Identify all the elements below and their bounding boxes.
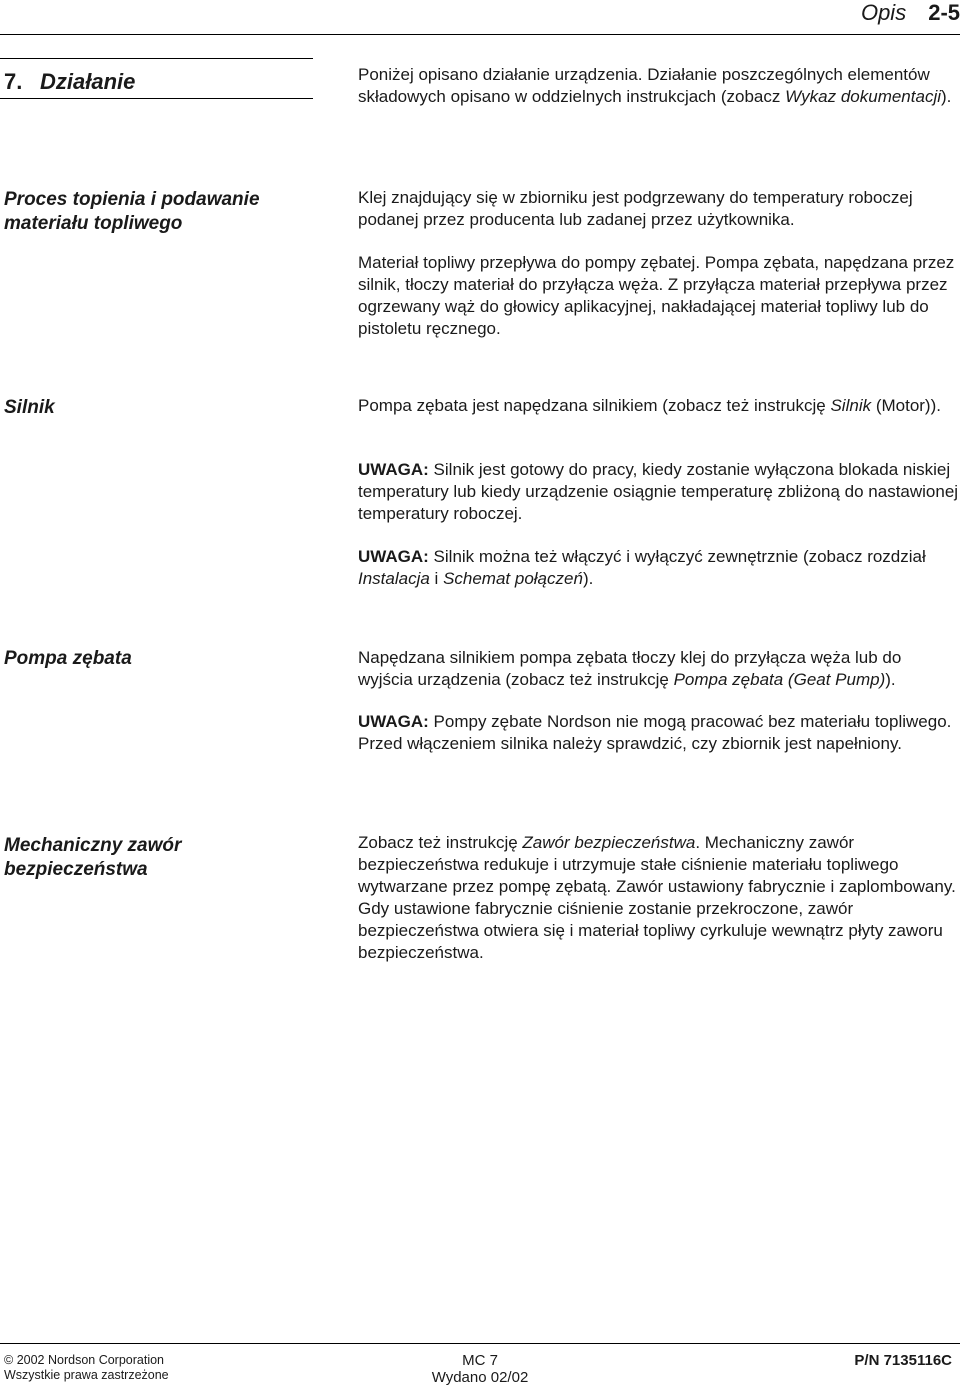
- silnik-text: Pompa zębata jest napędzana silnikiem (zobacz też instrukcję: [358, 396, 831, 415]
- note-label: UWAGA:: [358, 712, 429, 731]
- zawor-paragraph-1: [358, 832, 960, 964]
- note-label: UWAGA:: [358, 460, 429, 479]
- pompa-note: [358, 711, 960, 755]
- footer-copyright: [4, 1352, 164, 1368]
- pompa-paragraph-1: [358, 647, 960, 691]
- footer-issued: Wydano 02/02: [431, 1369, 529, 1386]
- section-title-pompa: Pompa zębata: [4, 648, 132, 669]
- section-title-silnik: Silnik: [4, 397, 55, 418]
- pompa-reference: Pompa zębata (Geat Pump): [673, 670, 886, 689]
- zawor-text: Zobacz też instrukcję: [358, 833, 523, 852]
- header-section: Opis: [860, 0, 907, 25]
- instalacja-reference: Instalacja: [358, 569, 430, 588]
- silnik-paragraph-1: [358, 395, 960, 417]
- silnik-reference: Silnik: [830, 396, 872, 415]
- copyright-text: 2002 Nordson Corporation: [13, 1353, 165, 1367]
- page-number: 2-5: [928, 0, 960, 25]
- silnik-note-1: [358, 459, 960, 525]
- section-title-proces: Proces topienia i podawanie materiału topliwego: [4, 189, 260, 234]
- silnik-note-1-text: Silnik jest gotowy do pracy, kiedy zostanie wyłączona blokada niskiej temperatury lub kiedy urządzenie osiągnie temperaturę zbliżoną do nastawionej temperatury roboczej.: [358, 460, 959, 523]
- schemat-reference: Schemat połączeń: [443, 569, 583, 588]
- pompa-note-text: Pompy zębate Nordson nie mogą pracować bez materiału topliwego. Przed włączeniem silnika należy sprawdzić, czy zbiornik jest napełniony.: [358, 712, 952, 753]
- note-label: UWAGA:: [358, 547, 429, 566]
- silnik-note-2-end: ).: [582, 569, 594, 588]
- footer-rule: [0, 1343, 960, 1344]
- silnik-text-end: (Motor)).: [871, 396, 941, 415]
- silnik-note-2: [358, 546, 960, 590]
- chapter-title-text: Działanie: [40, 69, 136, 94]
- copyright-symbol: ©: [4, 1353, 14, 1367]
- footer-rights: Wszystkie prawa zastrzeżone: [4, 1368, 169, 1382]
- footer-doc: MC 7: [462, 1352, 498, 1369]
- footer-part-number: P/N 7135116C: [854, 1352, 952, 1369]
- silnik-note-2-text: Silnik można też włączyć i wyłączyć zewnętrznie (zobacz rozdział: [428, 547, 926, 566]
- pompa-text-end: ).: [885, 670, 896, 689]
- pompa-text: Napędzana silnikiem pompa zębata tłoczy klej do przyłącza węża lub do wyjścia urządzenia (zobacz też instrukcję: [358, 648, 902, 689]
- intro-text: Poniżej opisano działanie urządzenia. Działanie poszczególnych elementów składowych opisano w oddzielnych instrukcjach (zobacz: [358, 65, 930, 106]
- proces-paragraph-1: Klej znajdujący się w zbiorniku jest podgrzewany do temperatury roboczej podanej przez producenta lub zadanej przez użytkownika.: [358, 188, 913, 229]
- section-title-zawor: Mechaniczny zawór bezpieczeństwa: [4, 835, 182, 880]
- chapter-title: [4, 69, 135, 95]
- chapter-rule-bottom: [0, 98, 313, 99]
- intro-paragraph: [358, 64, 960, 108]
- silnik-note-2-conj: i: [429, 569, 444, 588]
- page-header: [861, 0, 960, 26]
- proces-paragraph-2: Materiał topliwy przepływa do pompy zębatej. Pompa zębata, napędzana przez silnik, tłoczy materiał do przyłącza węża. Z przyłącza materiał przepływa przez ogrzewany wąż do głowicy aplikacyjnej, nakładającej materiał topliwy lub do pistoletu ręcznego.: [358, 253, 955, 338]
- chapter-rule-top: [0, 58, 313, 59]
- intro-reference: Wykaz dokumentacji: [785, 87, 941, 106]
- intro-text-end: ).: [941, 87, 952, 106]
- zawor-text-end: . Mechaniczny zawór bezpieczeństwa redukuje i utrzymuje stałe ciśnienie materiału topliwego wytwarzane przez pompę zębatą. Zawór ustawiony fabrycznie i zaplombowany. Gdy ustawione fabrycznie ciśnienie zostanie przekroczone, zawór bezpieczeństwa otwiera się i materiał topliwy cyrkuluje wewnątrz płyty zaworu bezpieczeństwa.: [358, 833, 956, 962]
- chapter-number: 7.: [4, 69, 23, 94]
- header-rule: [0, 34, 960, 35]
- zawor-reference: Zawór bezpieczeństwa: [522, 833, 696, 852]
